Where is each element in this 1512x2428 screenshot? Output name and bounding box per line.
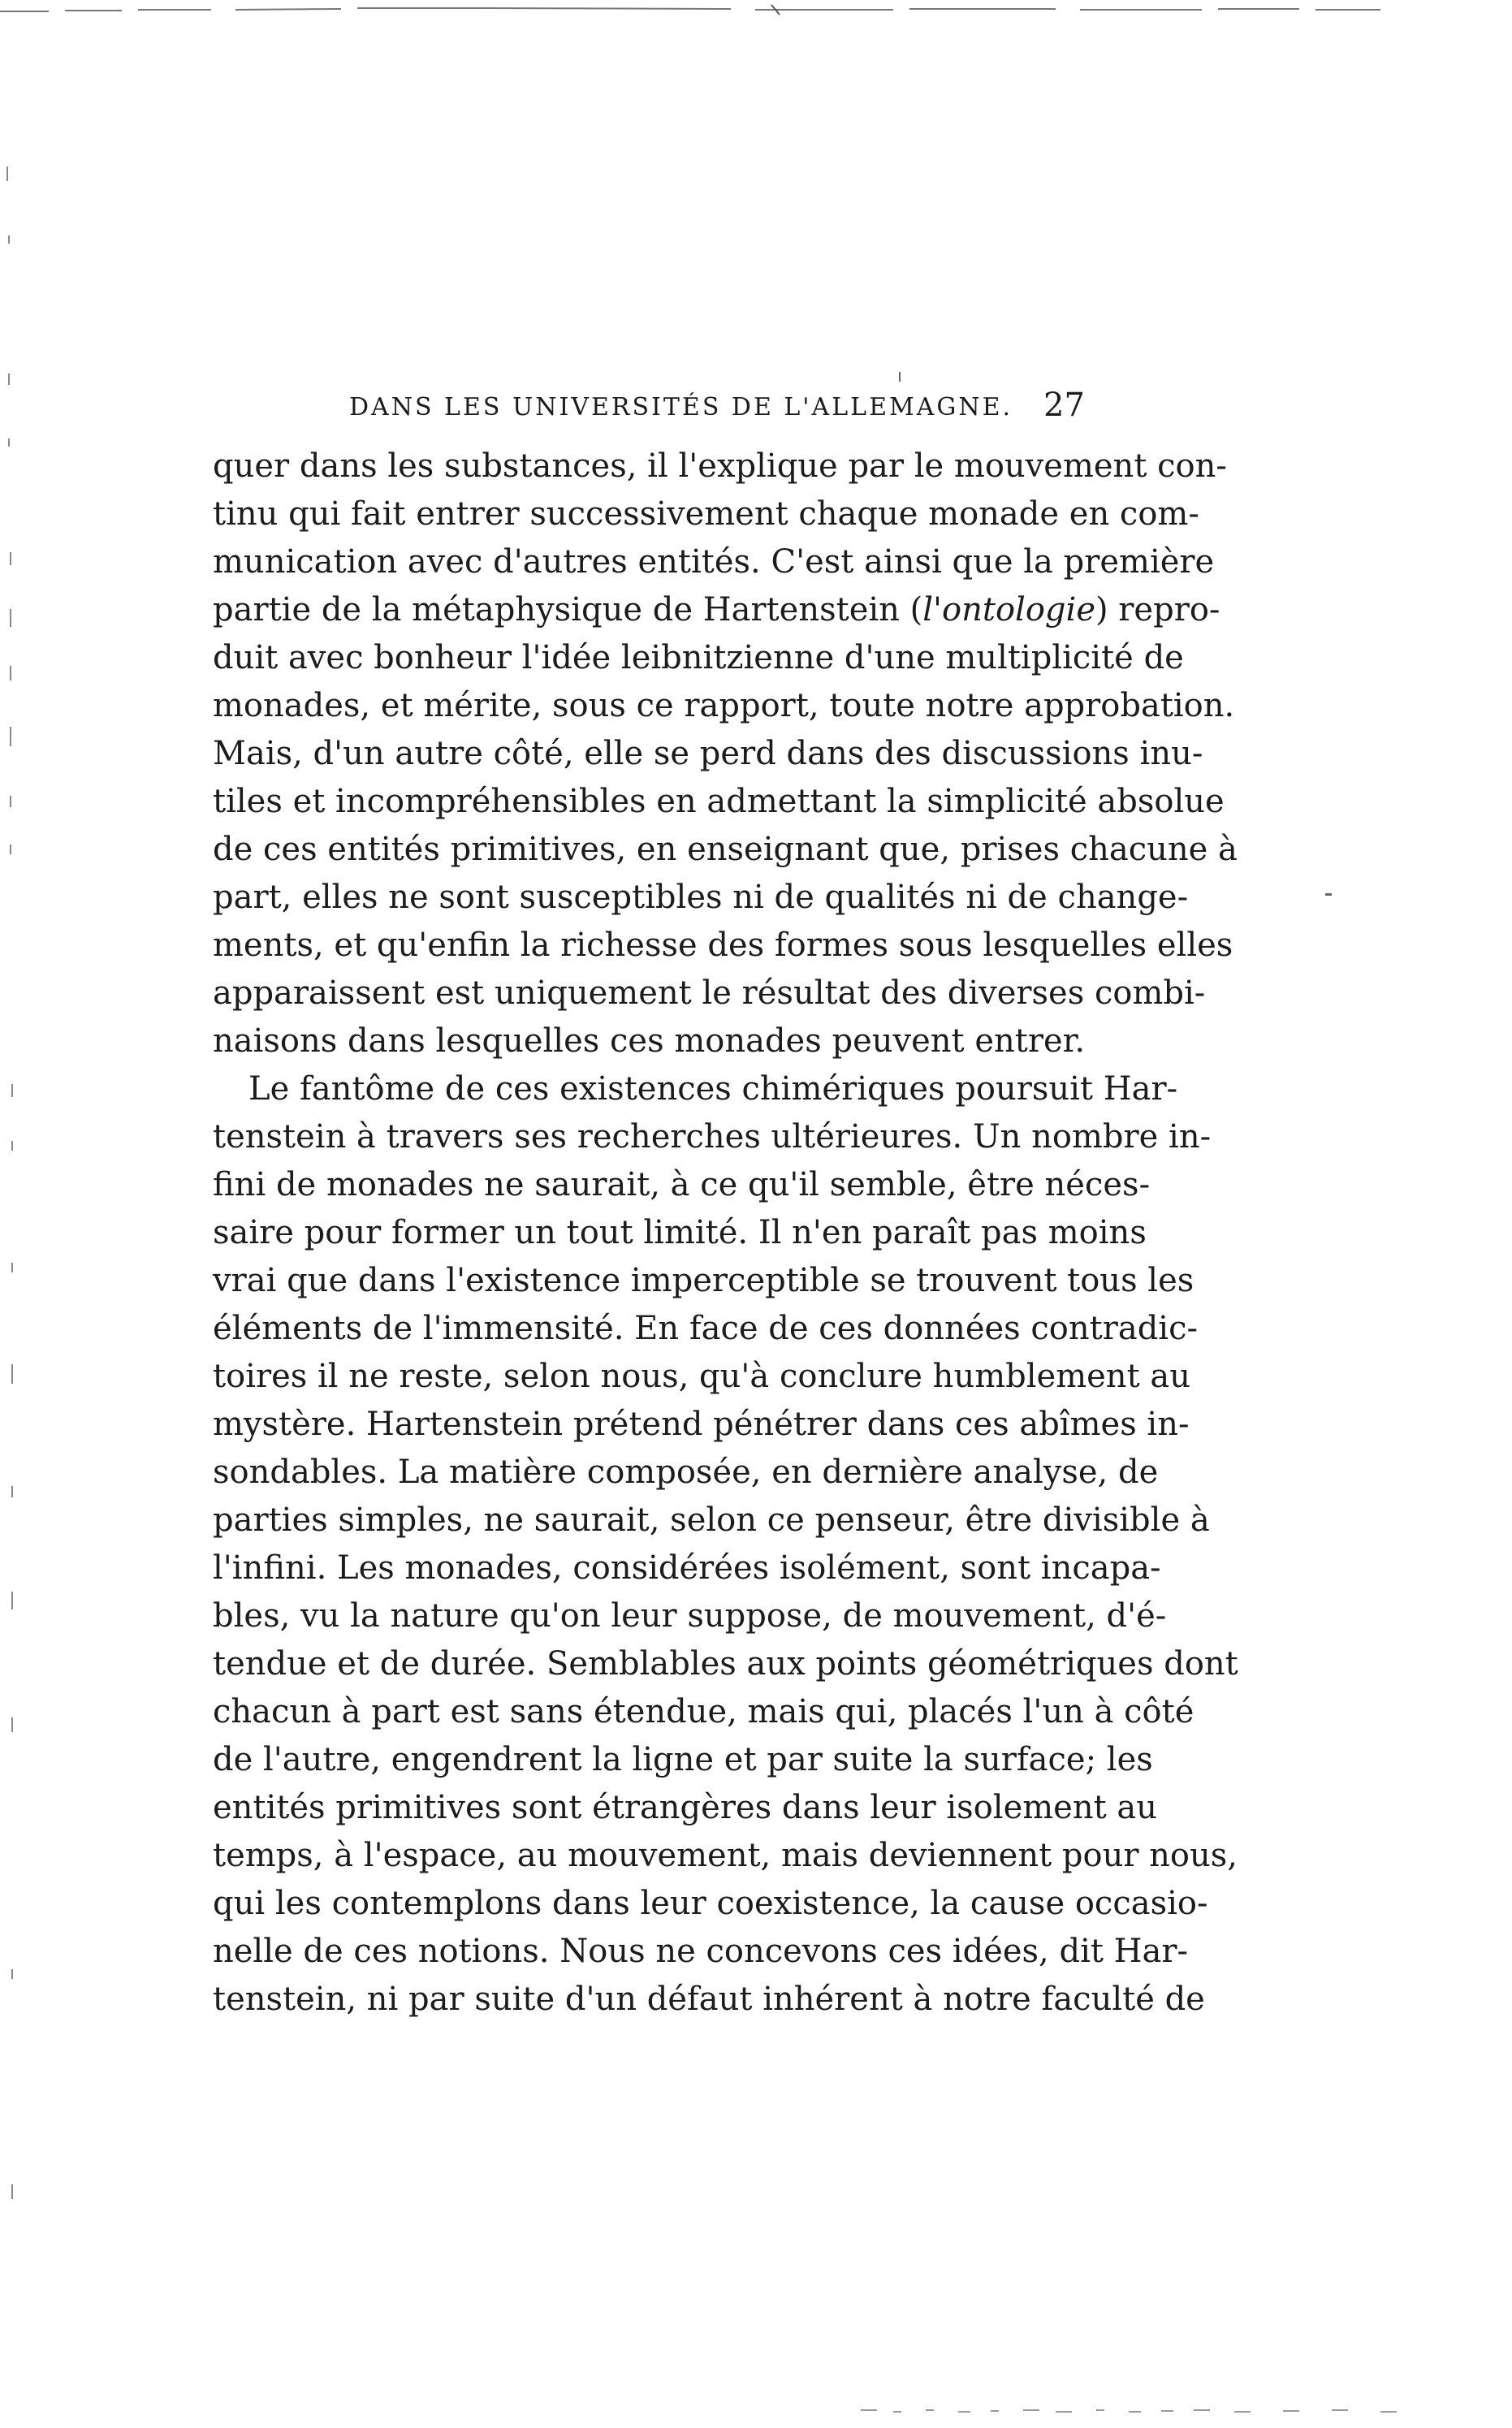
bottom-scan-dots: [861, 2410, 1397, 2412]
text-line: part, elles ne sont susceptibles ni de qualités ni de change-: [213, 879, 1189, 916]
running-head: DANS LES UNIVERSITÉS DE L'ALLEMAGNE.: [349, 393, 1013, 421]
text-line: chacun à part est sans étendue, mais qui, placés l'un à côté: [213, 1693, 1194, 1730]
top-scan-rule: [0, 5, 1380, 15]
text-line: fini de monades ne saurait, à ce qu'il semble, être néces-: [213, 1166, 1151, 1203]
text-line: saire pour former un tout limité. Il n'en paraît pas moins: [213, 1214, 1147, 1251]
text-line: Mais, d'un autre côté, elle se perd dans des discussions inu-: [213, 735, 1203, 772]
text-line: quer dans les substances, il l'explique par le mouvement con-: [213, 447, 1227, 485]
left-margin-specks: [6, 166, 13, 2199]
italic-term: l'ontologie: [922, 591, 1095, 629]
text-line: vrai que dans l'existence imperceptible se trouvent tous les: [213, 1262, 1194, 1299]
text-line: éléments de l'immensité. En face de ces données contradic-: [213, 1310, 1199, 1347]
text-line: tendue et de durée. Semblables aux points géométriques dont: [213, 1645, 1238, 1683]
text-line: tinu qui fait entrer successivement chaque monade en com-: [213, 495, 1199, 533]
text-line: duit avec bonheur l'idée leibnitzienne d'une multiplicité de: [213, 639, 1184, 676]
text-line: qui les contemplons dans leur coexistence, la cause occasio-: [213, 1885, 1208, 1922]
text-line: mystère. Hartenstein prétend pénétrer dans ces abîmes in-: [213, 1406, 1190, 1443]
paragraph-start-line: Le fantôme de ces existences chimériques poursuit Har-: [248, 1070, 1178, 1108]
text-line: temps, à l'espace, au mouvement, mais deviennent pour nous,: [213, 1837, 1238, 1874]
page-number: 27: [1043, 387, 1085, 424]
text-line: tenstein à travers ses recherches ultérieures. Un nombre in-: [213, 1118, 1212, 1156]
text-line: toires il ne reste, selon nous, qu'à conclure humblement au: [213, 1358, 1190, 1395]
body-text: [213, 443, 1238, 2024]
text-line: tiles et incompréhensibles en admettant la simplicité absolue: [213, 783, 1225, 820]
paragraph-end-line: naisons dans lesquelles ces monades peuvent entrer.: [213, 1022, 1086, 1060]
text-line: apparaissent est uniquement le résultat des diverses combi-: [213, 974, 1206, 1012]
text-line: de l'autre, engendrent la ligne et par suite la surface; les: [213, 1741, 1153, 1778]
text-line: monades, et mérite, sous ce rapport, toute notre approbation.: [213, 687, 1235, 724]
text-line: nelle de ces notions. Nous ne concevons ces idées, dit Har-: [213, 1933, 1189, 1970]
text-line: partie de la métaphysique de Hartenstein (l'ontologie) repro-: [213, 591, 1220, 629]
text-line: bles, vu la nature qu'on leur suppose, de mouvement, d'é-: [213, 1597, 1167, 1635]
text-line: l'infini. Les monades, considérées isolément, sont incapa-: [213, 1549, 1161, 1587]
text-line: de ces entités primitives, en enseignant que, prises chacune à: [213, 831, 1238, 868]
text-line: parties simples, ne saurait, selon ce penseur, être divisible à: [213, 1501, 1210, 1539]
text-line: munication avec d'autres entités. C'est ainsi que la première: [213, 543, 1215, 581]
text-line: ments, et qu'enfin la richesse des formes sous lesquelles elles: [213, 927, 1233, 964]
text-line: tenstein, ni par suite d'un défaut inhérent à notre faculté de: [213, 1981, 1205, 2018]
text-line: sondables. La matière composée, en dernière analyse, de: [213, 1454, 1159, 1491]
text-line: entités primitives sont étrangères dans leur isolement au: [213, 1789, 1158, 1826]
